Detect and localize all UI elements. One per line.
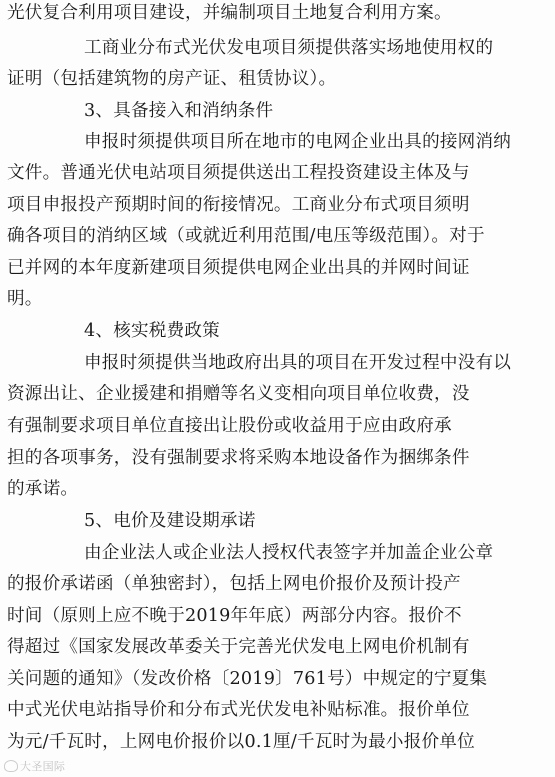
body-line-23: 中式光伏电站指导价和分布式光伏发电补贴标准。报价单位 — [7, 700, 470, 720]
section-heading-5: 5、电价及建设期承诺 — [84, 511, 256, 531]
body-line-22: 关问题的通知》（发改价格〔2019〕761号）中规定的宁夏集 — [7, 669, 488, 689]
body-line-12: 申报时须提供当地政府出具的项目在开发过程中没有以 — [84, 353, 512, 373]
section-heading-3: 3、具备接入和消纳条件 — [84, 101, 274, 121]
body-line-9: 已并网的本年度新建项目须提供电网企业出具的并网时间证 — [7, 258, 470, 278]
body-line-16: 的承诺。 — [7, 479, 79, 499]
body-line-19: 的报价承诺函（单独密封），包括上网电价报价及预计投产 — [7, 574, 461, 594]
body-line-13: 资源出让、企业援建和捐赠等名义变相向项目单位收费，没 — [7, 384, 470, 404]
body-line-15: 担的各项事务，没有强制要求将采购本地设备作为捆绑条件 — [7, 448, 470, 468]
body-line-24: 为元/千瓦时，上网电价报价以0.1厘/千瓦时为最小报价单位 — [7, 732, 475, 752]
body-line-7: 项目申报投产预期时间的衔接情况。工商业分布式项目须明 — [7, 195, 470, 215]
watermark — [4, 758, 65, 774]
body-line-5: 申报时须提供项目所在地市的电网企业出具的接网消纳 — [84, 132, 512, 152]
body-line-10: 明。 — [7, 289, 43, 309]
body-line-3: 证明（包括建筑物的房产证、租赁协议）。 — [7, 69, 337, 89]
body-line-14: 有强制要求项目单位直接出让股份或收益用于应由政府承 — [7, 416, 452, 436]
body-line-8: 确各项目的消纳区域（或就近利用范围/电压等级范围）。对于 — [7, 226, 485, 246]
watermark-text: 大圣国际 — [20, 760, 66, 773]
body-line-20: 时间（原则上应不晚于2019年年底）两部分内容。报价不 — [7, 606, 462, 626]
body-line-21: 得超过《国家发展改革委关于完善光伏发电上网电价机制有 — [7, 637, 470, 657]
watermark-logo-icon — [4, 760, 18, 772]
body-line-18: 由企业法人或企业法人授权代表签字并加盖企业公章 — [84, 543, 494, 563]
body-line-2: 工商业分布式光伏发电项目须提供落实场地使用权的 — [84, 38, 494, 58]
body-line-1: 光伏复合利用项目建设，并编制项目土地复合利用方案。 — [7, 3, 452, 23]
body-line-6: 文件。普通光伏电站项目须提供送出工程投资建设主体及与 — [7, 163, 470, 183]
section-heading-4: 4、核实税费政策 — [84, 321, 220, 341]
